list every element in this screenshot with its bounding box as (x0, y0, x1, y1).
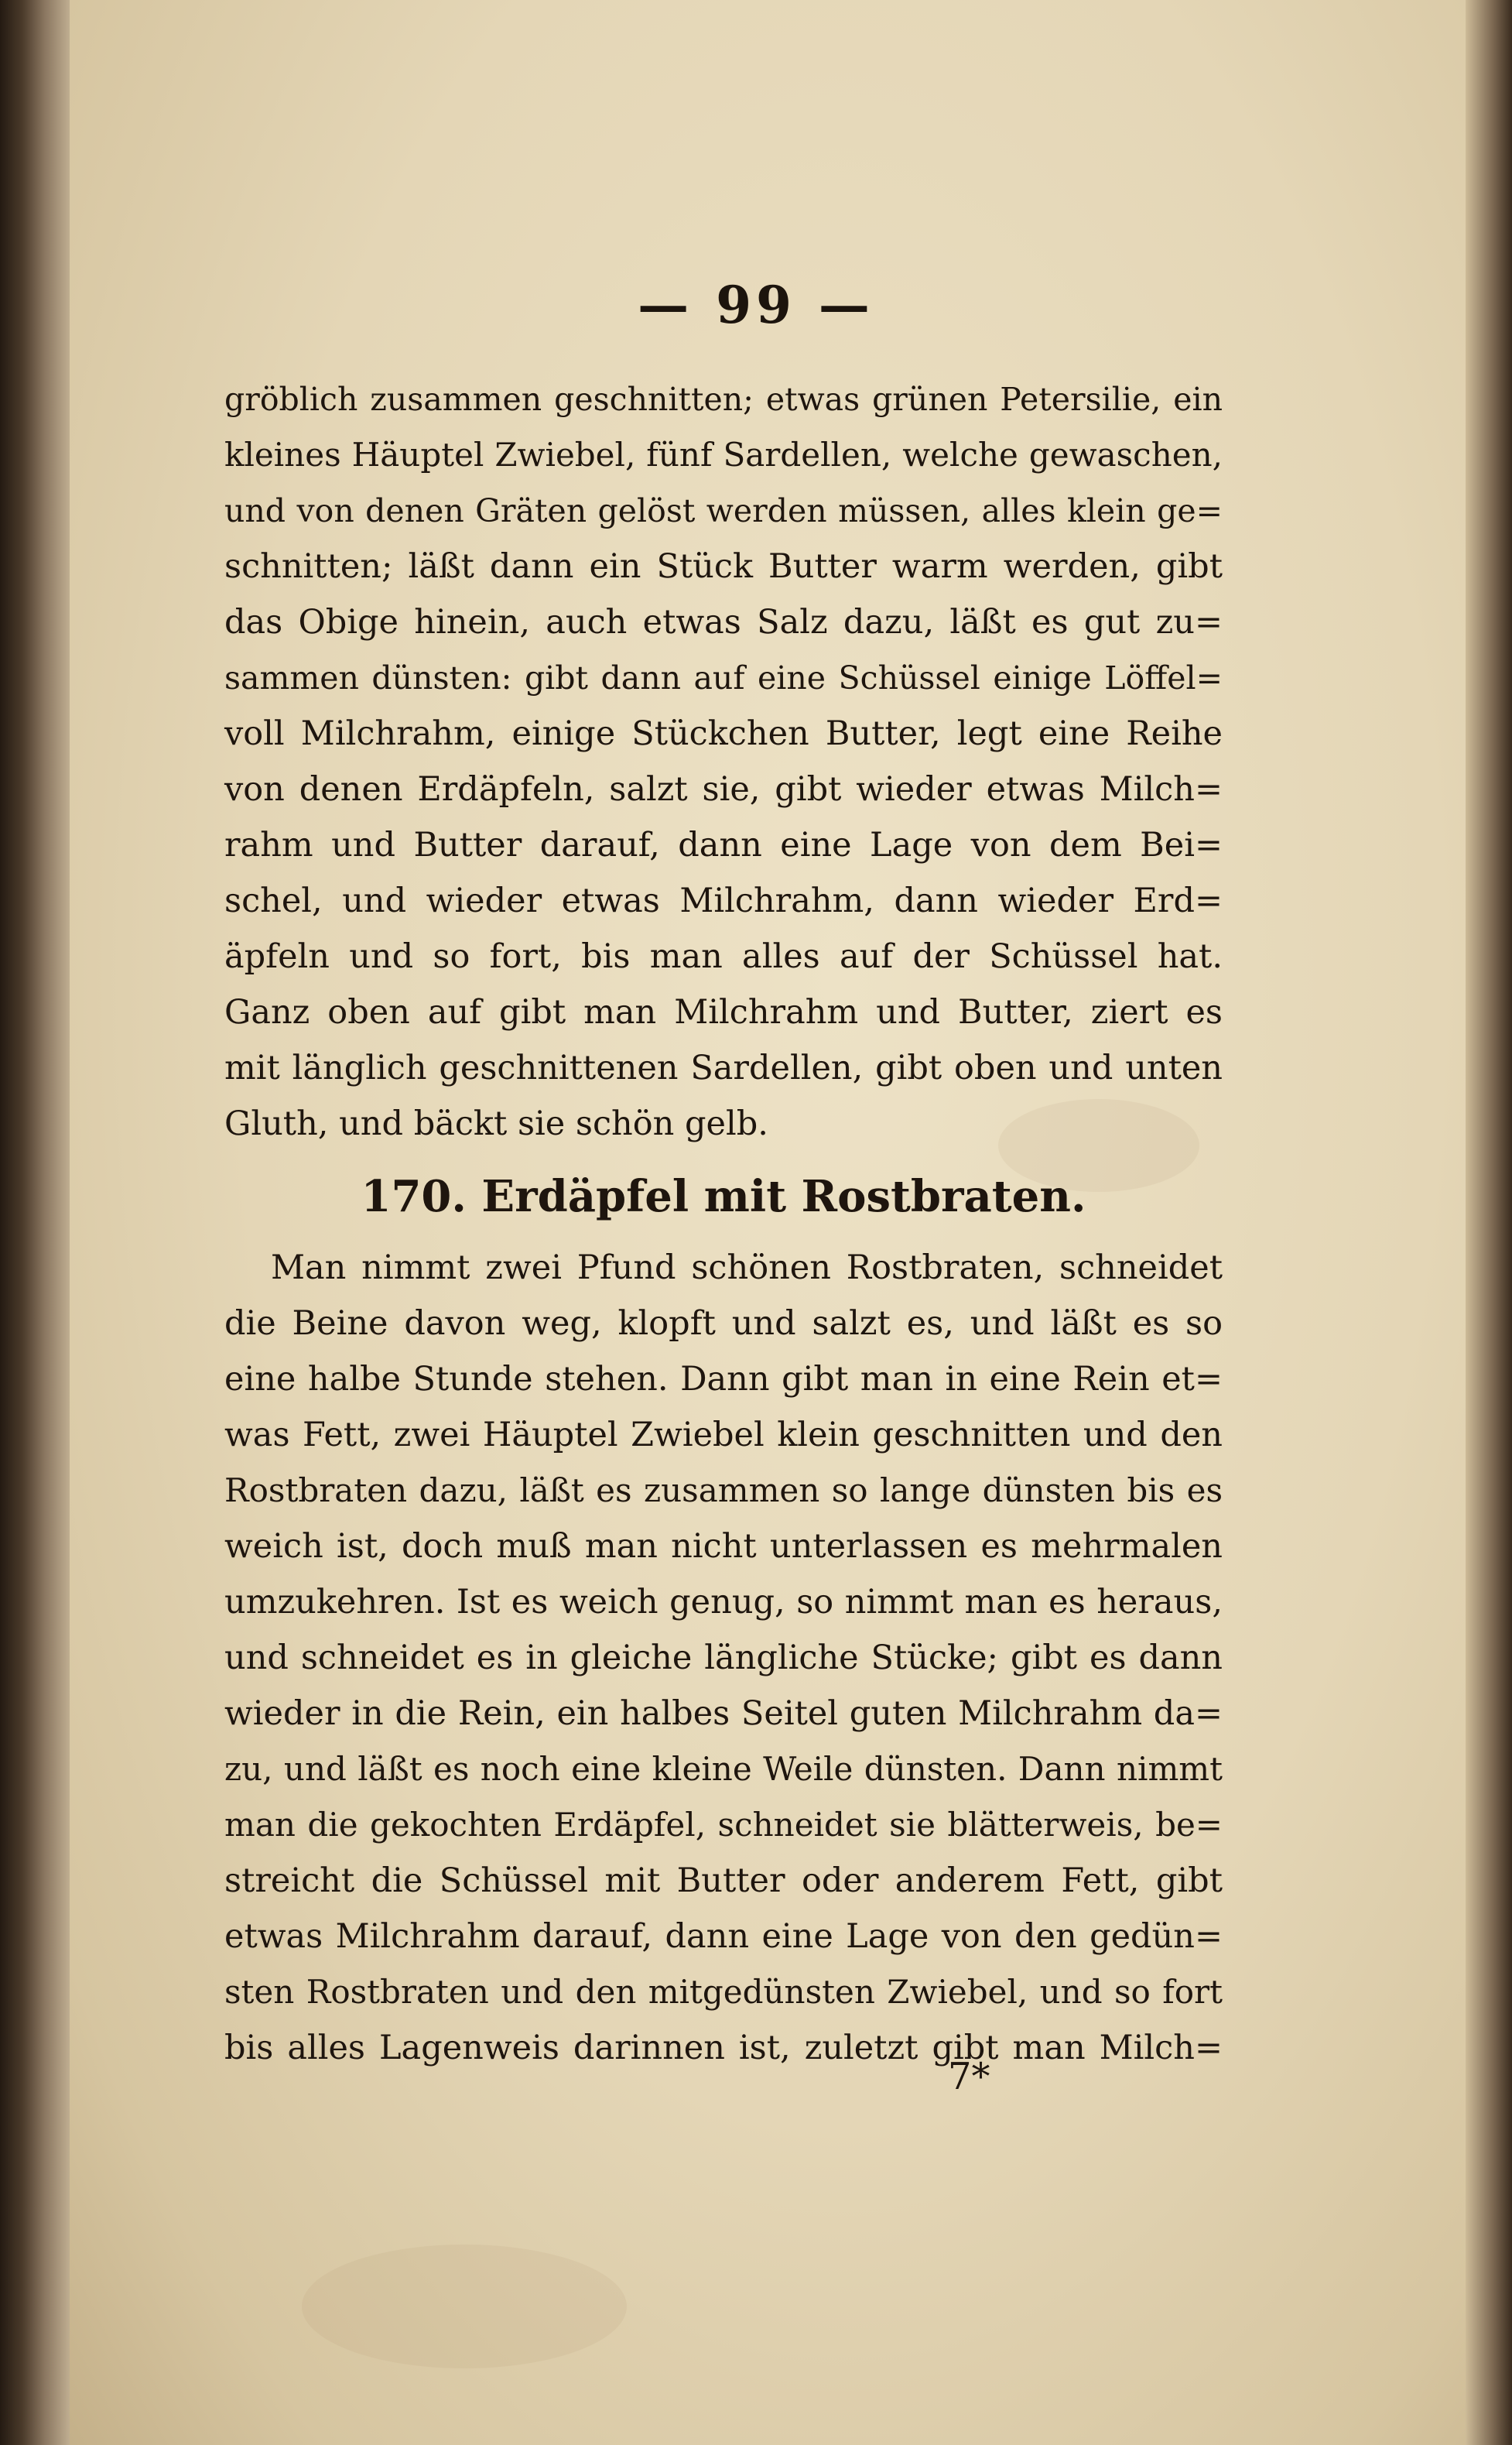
text-line: kleines Häuptel Zwiebel, fünf Sardellen, welche gewaschen, (224, 436, 1223, 474)
page-text (224, 372, 1223, 2076)
text-line: gröblich zusammen geschnitten; etwas grünen Petersilie, ein (224, 381, 1223, 418)
text-line: voll Milchrahm, einige Stückchen Butter, legt eine Reihe (224, 714, 1223, 753)
text-line: was Fett, zwei Häuptel Zwiebel klein geschnitten und den (224, 1416, 1223, 1454)
text-line: die Beine davon weg, klopft und salzt es, und läßt es so (224, 1304, 1223, 1343)
text-line: umzukehren. Ist es weich genug, so nimmt man es heraus, (224, 1583, 1223, 1621)
page-edge (1466, 0, 1512, 2445)
text-line: sten Rostbraten und den mitgedünsten Zwiebel, und so fort (224, 1973, 1223, 2011)
text-line: zu, und läßt es noch eine kleine Weile dünsten. Dann nimmt (224, 1750, 1223, 1788)
text-line: und von denen Gräten gelöst werden müssen, alles klein ge= (224, 492, 1223, 529)
text-line: weich ist, doch muß man nicht unterlassen es mehrmalen (224, 1527, 1223, 1566)
text-line: das Obige hinein, auch etwas Salz dazu, läßt es gut zu= (224, 603, 1223, 642)
recipe-paragraph (224, 1240, 1223, 2076)
signature-mark: 7* (948, 2055, 990, 2098)
text-line: wieder in die Rein, ein halbes Seitel guten Milchrahm da= (224, 1694, 1223, 1733)
text-line: Gluth, und bäckt sie schön gelb. (224, 1104, 768, 1143)
text-line: etwas Milchrahm darauf, dann eine Lage von den gedün= (224, 1917, 1223, 1956)
text-line: schnitten; läßt dann ein Stück Butter warm werden, gibt (224, 547, 1223, 586)
text-line: von denen Erdäpfeln, salzt sie, gibt wieder etwas Milch= (224, 770, 1223, 809)
text-line: man die gekochten Erdäpfel, schneidet sie blätterweis, be= (224, 1806, 1223, 1844)
text-line: Ganz oben auf gibt man Milchrahm und Butter, ziert es (224, 993, 1223, 1032)
book-binding (0, 0, 74, 2445)
text-line: äpfeln und so fort, bis man alles auf der Schüssel hat. (224, 937, 1223, 976)
paper-stain (302, 2245, 627, 2368)
text-line: Rostbraten dazu, läßt es zusammen so lange dünsten bis es (224, 1471, 1223, 1509)
text-line: Man nimmt zwei Pfund schönen Rostbraten, schneidet (271, 1248, 1223, 1287)
paragraph-continued (224, 372, 1223, 1152)
text-line: eine halbe Stunde stehen. Dann gibt man in eine Rein et= (224, 1360, 1223, 1399)
text-line: und schneidet es in gleiche längliche Stücke; gibt es dann (224, 1639, 1223, 1677)
text-line: rahm und Butter darauf, dann eine Lage von dem Bei= (224, 826, 1223, 865)
text-line: bis alles Lagenweis darinnen ist, zuletzt gibt man Milch= (224, 2029, 1223, 2067)
text-line: streicht die Schüssel mit Butter oder anderem Fett, gibt (224, 1861, 1223, 1900)
text-line: schel, und wieder etwas Milchrahm, dann wieder Erd= (224, 882, 1223, 920)
recipe-heading: 170. Erdäpfel mit Rostbraten. (361, 1171, 1086, 1222)
page-number: — 99 — (638, 275, 874, 335)
text-line: mit länglich geschnittenen Sardellen, gibt oben und unten (224, 1049, 1223, 1087)
text-line: sammen dünsten: gibt dann auf eine Schüssel einige Löffel= (224, 659, 1223, 697)
